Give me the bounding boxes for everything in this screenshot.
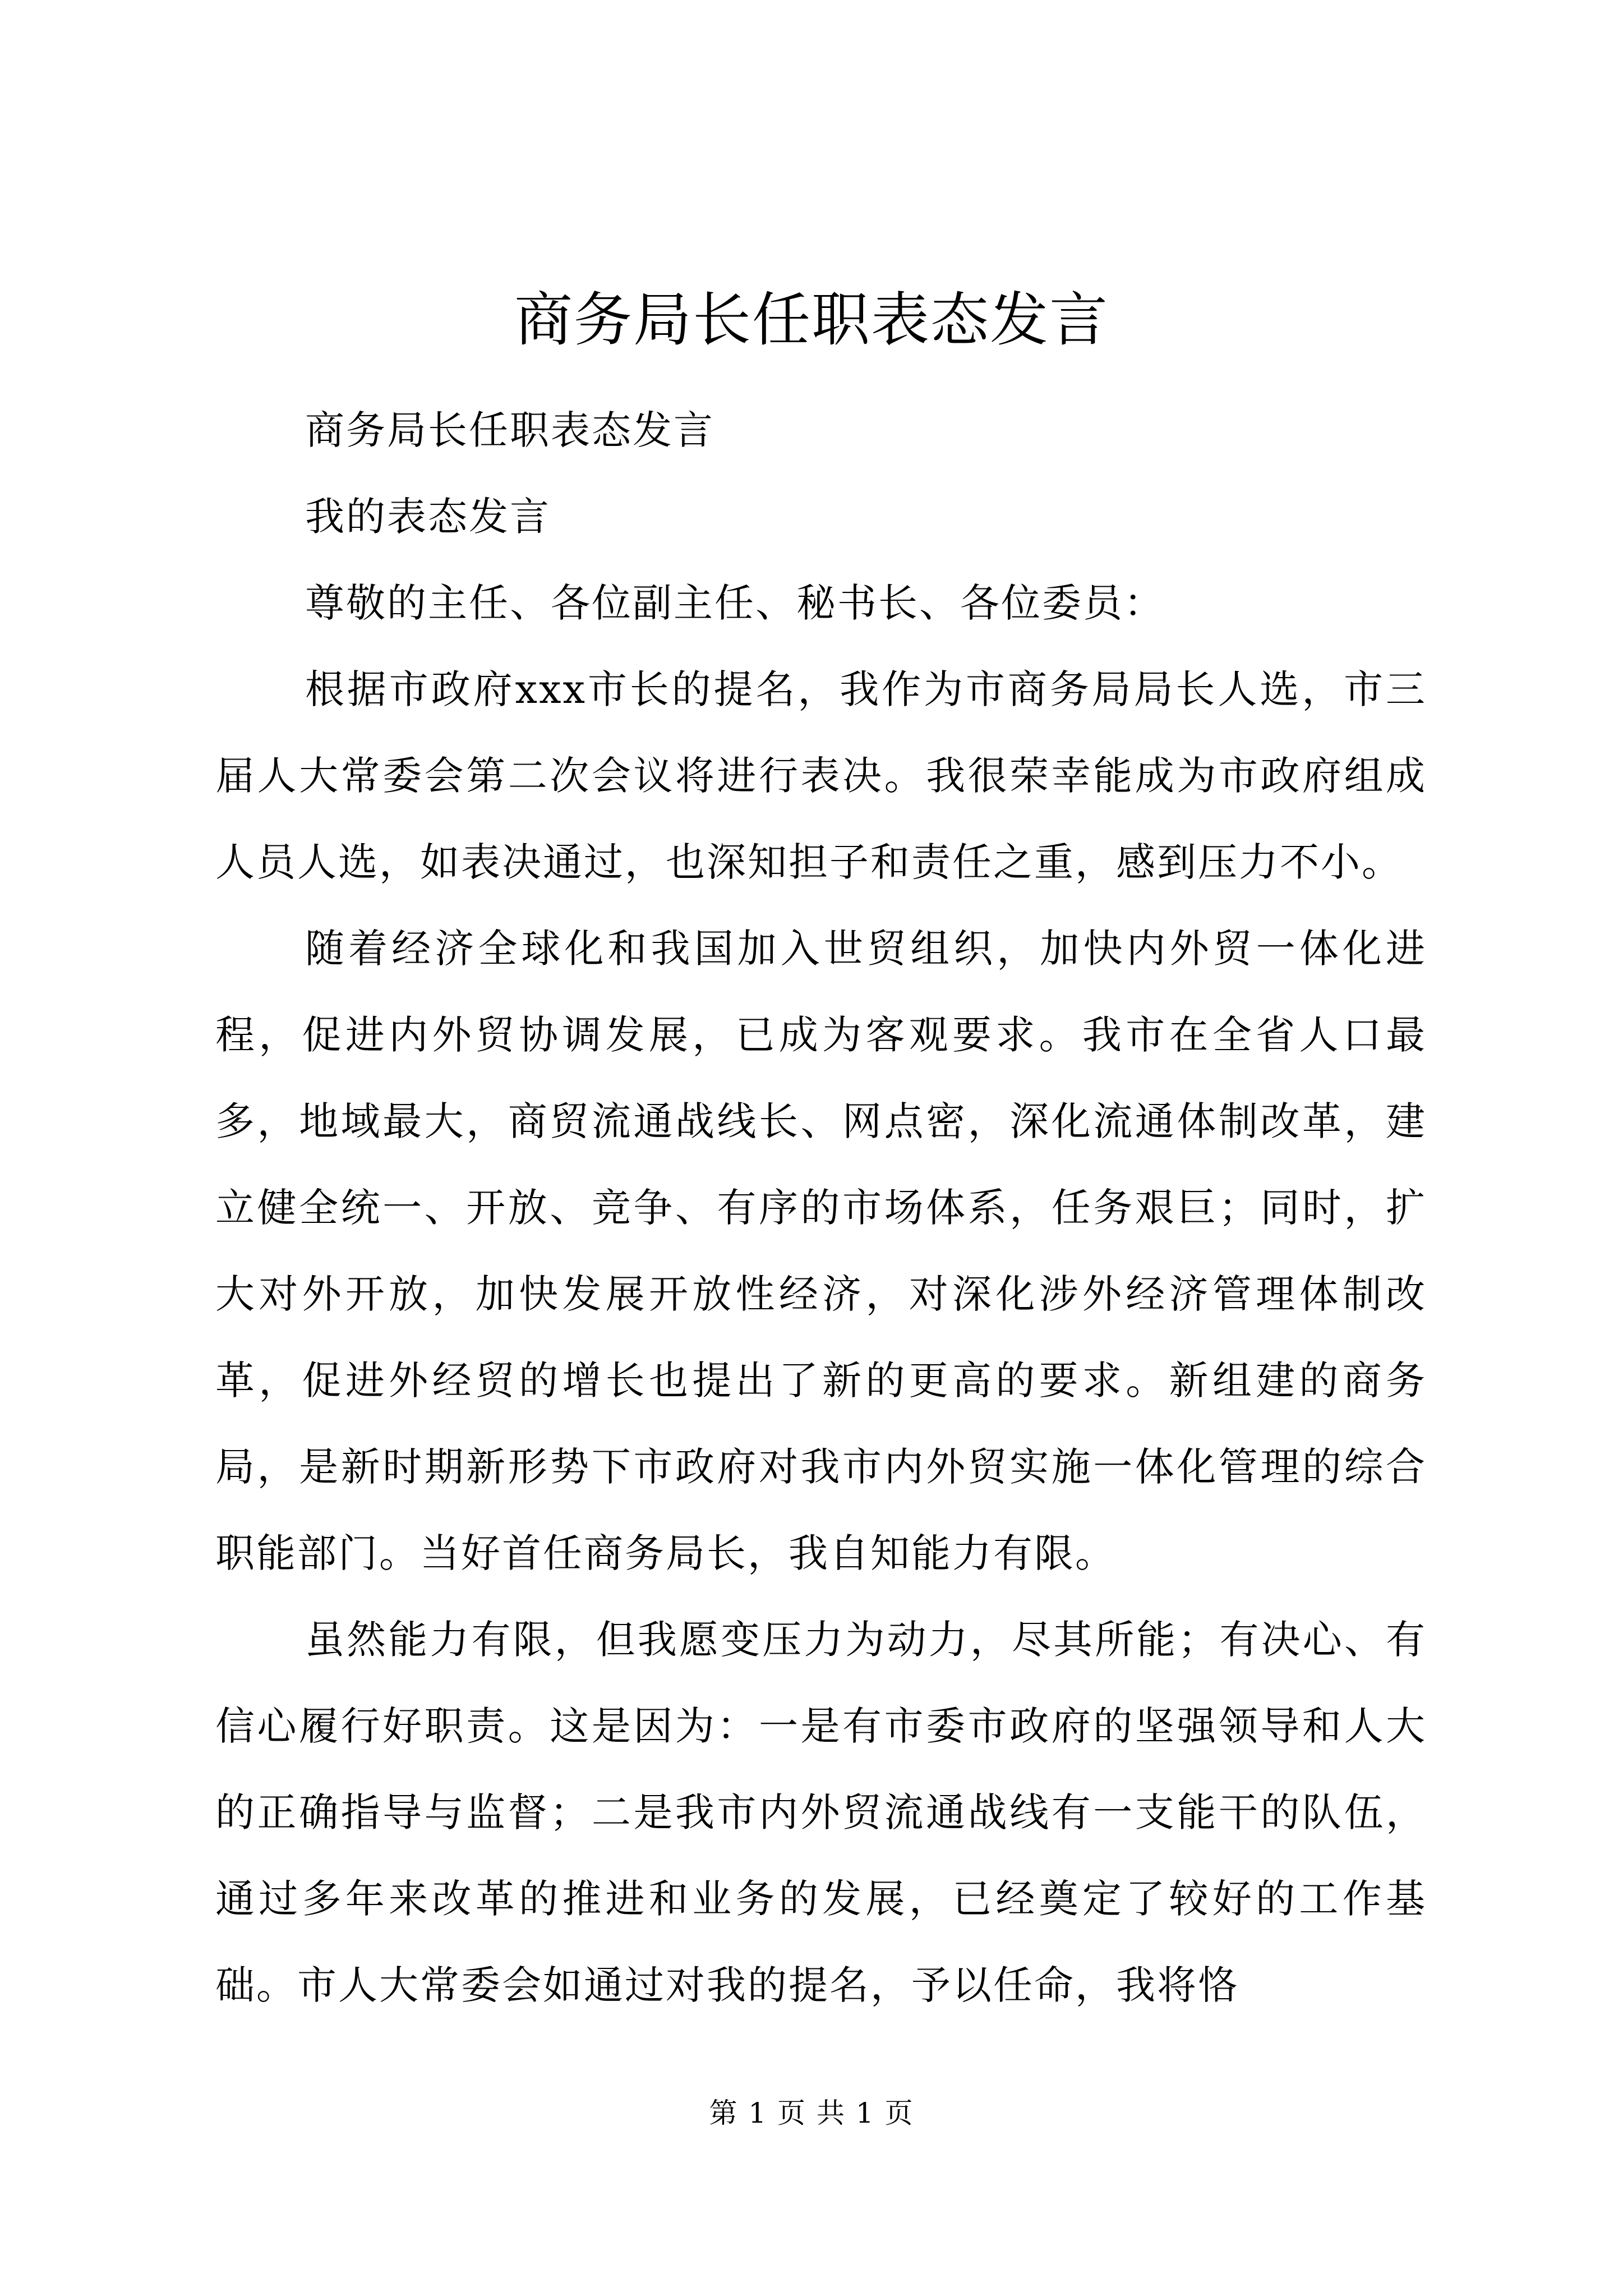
paragraph-heading: 我的表态发言: [305, 494, 551, 540]
paragraph-salutation: 尊敬的主任、各位副主任、秘书长、各位委员：: [305, 580, 1165, 626]
page-footer: 第 1 页 共 1 页: [709, 2097, 914, 2129]
paragraph-body-2: 随着经济全球化和我国加入世贸组织，加快内外贸一体化进程，促进内外贸协调发展，已成为客观要求。我市在全省人口最多，地域最大，商贸流通战线长、网点密，深化流通体制改革，建立健全统一、开放、竞争、有序的市场体系，任务艰巨；同时，扩大对外开放，加快发展开放性经济，对深化涉外经济管理体制改革，促进外经贸的增长也提出了新的更高的要求。新组建的商务局，是新时期新形势下市政府对我市内外贸实施一体化管理的综合职能部门。当好首任商务局长，我自知能力有限。: [215, 926, 1427, 1576]
paragraph-body-1: 根据市政府xxx市长的提名，我作为市商务局局长人选，市三届人大常委会第二次会议将进行表决。我很荣幸能成为市政府组成人员人选，如表决通过，也深知担子和责任之重，感到压力不小。: [215, 666, 1427, 885]
document-body: [215, 387, 1427, 2028]
paragraph-subtitle: 商务局长任职表态发言: [305, 407, 714, 453]
document-title: 商务局长任职表态发言: [514, 286, 1109, 354]
paragraph-body-3: 虽然能力有限，但我愿变压力为动力，尽其所能；有决心、有信心履行好职责。这是因为：一是有市委市政府的坚强领导和人大的正确指导与监督；二是我市内外贸流通战线有一支能干的队伍，通过多年来改革的推进和业务的发展，已经奠定了较好的工作基础。市人大常委会如通过对我的提名，予以任命，我将恪: [215, 1617, 1427, 2008]
